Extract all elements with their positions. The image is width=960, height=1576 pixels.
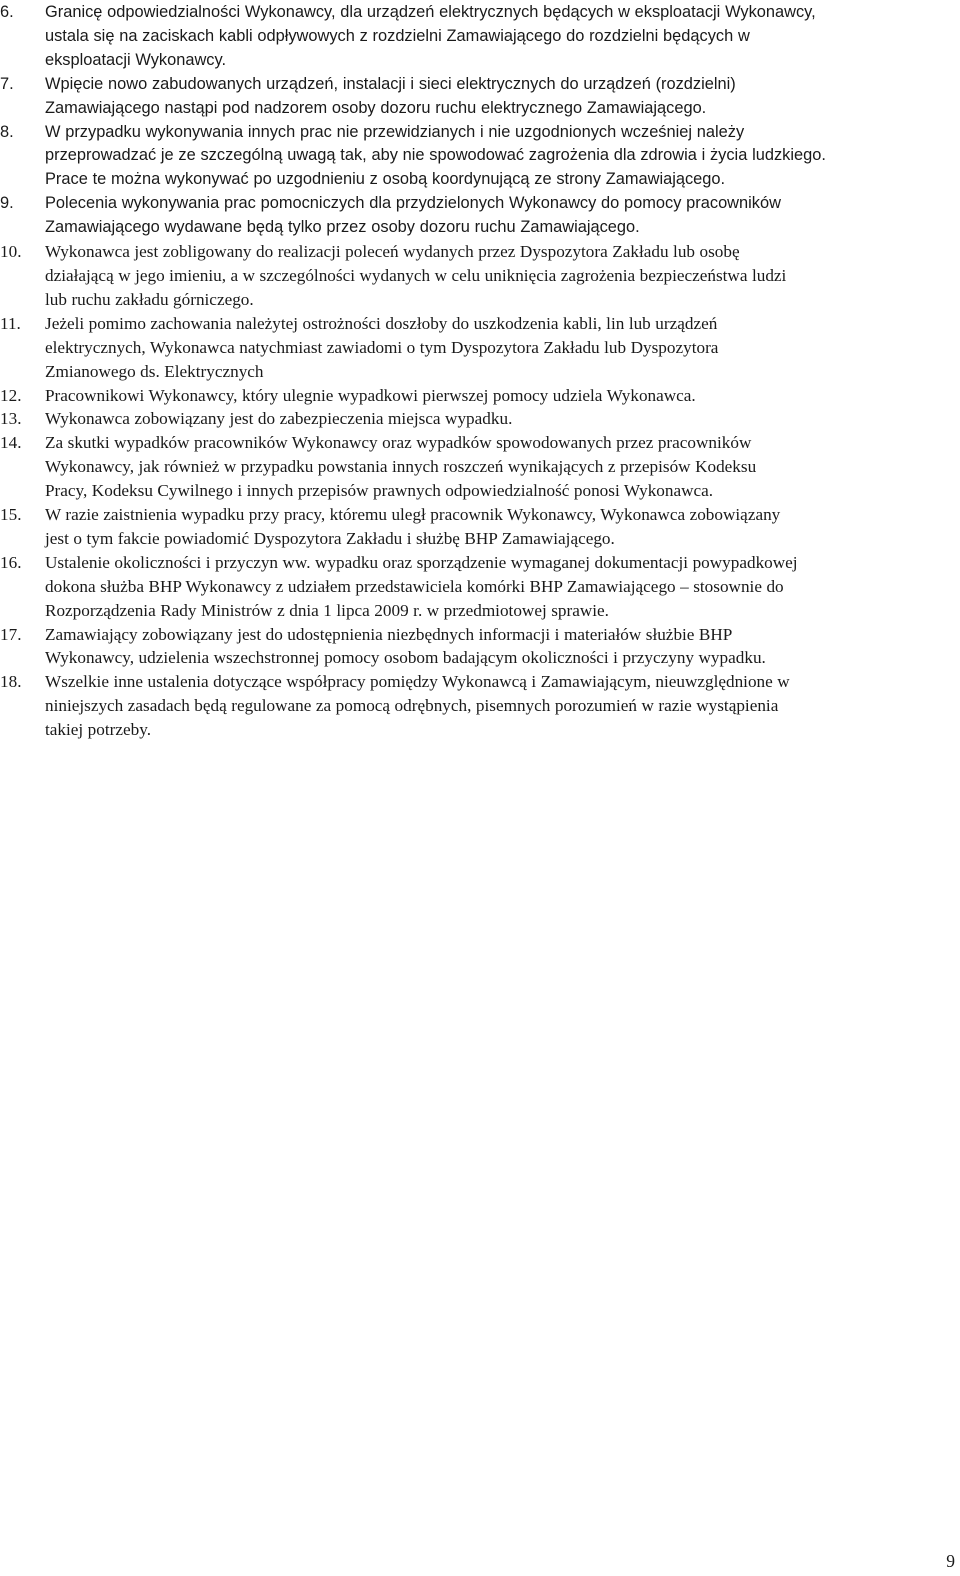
text-line: ustala się na zaciskach kabli odpływowych z rozdzielni Zamawiającego do rozdzielni będących w bbox=[45, 26, 750, 45]
text-line: Za skutki wypadków pracowników Wykonawcy oraz wypadków spowodowanych przez pracowników bbox=[45, 433, 752, 453]
text-line: Wpięcie nowo zabudowanych urządzeń, instalacji i sieci elektrycznych do urządzeń (rozdzielni) bbox=[45, 74, 736, 93]
list-item-7 bbox=[0, 73, 960, 121]
text-line: dokona służba BHP Wykonawcy z udziałem przedstawiciela komórki BHP Zamawiającego – stosownie do bbox=[45, 576, 784, 596]
text-line: Prace te można wykonywać po uzgodnieniu z osobą koordynującą ze strony Zamawiającego. bbox=[45, 170, 726, 189]
text-line: Ustalenie okoliczności i przyczyn ww. wypadku oraz sporządzenie wymaganej dokumentacji powypadkowej bbox=[45, 552, 798, 572]
text-line: Pracownikowi Wykonawcy, który ulegnie wypadkowi pierwszej pomocy udziela Wykonawca. bbox=[45, 385, 696, 405]
text-line: W przypadku wykonywania innych prac nie przewidzianych i nie uzgodnionych wcześniej należy bbox=[45, 122, 745, 141]
list-item-text bbox=[45, 1, 960, 73]
list-item-number: 6. bbox=[0, 3, 14, 21]
list-item-text bbox=[45, 121, 960, 193]
text-line: Polecenia wykonywania prac pomocniczych dla przydzielonych Wykonawcy do pomocy pracowników bbox=[45, 194, 781, 213]
text-line: lub ruchu zakładu górniczego. bbox=[45, 289, 254, 309]
list-item-12 bbox=[0, 384, 960, 408]
list-item-number: 7. bbox=[0, 74, 14, 93]
text-line: Zamawiającego wydawane będą tylko przez osoby dozoru ruchu Zamawiającego. bbox=[45, 218, 640, 237]
list-item-8 bbox=[0, 121, 960, 193]
text-line: działającą w jego imieniu, a w szczególności wydanych w celu uniknięcia zagrożenia bezpieczeństwa ludzi bbox=[45, 265, 787, 285]
list-item-text bbox=[45, 670, 960, 742]
text-line: Wykonawcy, udzielenia wszechstronnej pomocy osobom badającym okoliczności i przyczyny wypadku. bbox=[45, 648, 766, 668]
list-item-16 bbox=[0, 551, 960, 623]
text-line: Jeżeli pomimo zachowania należytej ostrożności doszłoby do uszkodzenia kabli, lin lub urządzeń bbox=[45, 313, 718, 333]
text-line: takiej potrzeby. bbox=[45, 720, 151, 740]
list-item-number: 16. bbox=[0, 552, 22, 572]
list-item-text bbox=[45, 503, 960, 551]
text-line: Zamawiający zobowiązany jest do udostępnienia niezbędnych informacji i materiałów służbie BHP bbox=[45, 624, 733, 644]
list-item-number: 18. bbox=[0, 672, 22, 692]
text-line: Wszelkie inne ustalenia dotyczące współpracy pomiędzy Wykonawcą i Zamawiającym, nieuwzględnione w bbox=[45, 672, 790, 692]
list-item-text bbox=[45, 551, 960, 623]
text-line: Zamawiającego nastąpi pod nadzorem osoby dozoru ruchu elektrycznego Zamawiającego. bbox=[45, 98, 707, 117]
list-item-text bbox=[45, 384, 960, 408]
list-item-number: 15. bbox=[0, 505, 22, 525]
text-line: Wykonawca jest zobligowany do realizacji poleceń wydanych przez Dyspozytora Zakładu lub osobę bbox=[45, 242, 740, 262]
list-item-number: 8. bbox=[0, 122, 14, 141]
list-item-number: 14. bbox=[0, 433, 22, 453]
list-item-6 bbox=[0, 1, 960, 73]
list-item-number: 9. bbox=[0, 194, 14, 213]
list-item-14 bbox=[0, 431, 960, 503]
text-line: Wykonawcy, jak również w przypadku powstania innych roszczeń wynikających z przepisów Kodeksu bbox=[45, 457, 757, 477]
list-item-text bbox=[45, 312, 960, 384]
list-item-number: 17. bbox=[0, 624, 22, 644]
text-line: Zmianowego ds. Elektrycznych bbox=[45, 361, 264, 381]
list-item-11 bbox=[0, 312, 960, 384]
text-line: Rozporządzenia Rady Ministrów z dnia 1 lipca 2009 r. w przedmiotowej sprawie. bbox=[45, 600, 609, 620]
list-item-15 bbox=[0, 503, 960, 551]
list-item-text bbox=[45, 623, 960, 671]
text-line: Wykonawca zobowiązany jest do zabezpieczenia miejsca wypadku. bbox=[45, 409, 513, 429]
text-line: W razie zaistnienia wypadku przy pracy, któremu uległ pracownik Wykonawcy, Wykonawca zobowiązany bbox=[45, 505, 781, 525]
list-item-number: 11. bbox=[0, 313, 21, 333]
text-line: przeprowadzać je ze szczególną uwagą tak, aby nie spowodować zagrożenia dla zdrowia i życia ludzkiego. bbox=[45, 146, 826, 165]
text-line: eksploatacji Wykonawcy. bbox=[45, 50, 227, 69]
page-number: 9 bbox=[946, 1551, 955, 1571]
list-item-13 bbox=[0, 407, 960, 431]
list-item-number: 10. bbox=[0, 242, 22, 262]
text-line: Granicę odpowiedzialności Wykonawcy, dla urządzeń elektrycznych będących w eksploatacji Wykonawcy, bbox=[45, 3, 816, 21]
list-item-text bbox=[45, 240, 960, 312]
list-item-text bbox=[45, 73, 960, 121]
text-line: Pracy, Kodeksu Cywilnego i innych przepisów prawnych odpowiedzialność ponosi Wykonawca. bbox=[45, 481, 714, 501]
list-item-18 bbox=[0, 670, 960, 742]
text-line: niniejszych zasadach będą regulowane za pomocą odrębnych, pisemnych porozumień w razie wystąpienia bbox=[45, 696, 779, 716]
list-item-number: 12. bbox=[0, 385, 22, 405]
list-item-10 bbox=[0, 240, 960, 312]
text-line: elektrycznych, Wykonawca natychmiast zawiadomi o tym Dyspozytora Zakładu lub Dyspozytora bbox=[45, 337, 719, 357]
list-item-text bbox=[45, 407, 960, 431]
list-item-17 bbox=[0, 623, 960, 671]
list-item-text bbox=[45, 192, 960, 240]
document-body bbox=[0, 0, 960, 742]
text-line: jest o tym fakcie powiadomić Dyspozytora Zakładu i służbę BHP Zamawiającego. bbox=[45, 528, 615, 548]
list-item-number: 13. bbox=[0, 409, 22, 429]
list-item-text bbox=[45, 431, 960, 503]
list-item-9 bbox=[0, 192, 960, 240]
